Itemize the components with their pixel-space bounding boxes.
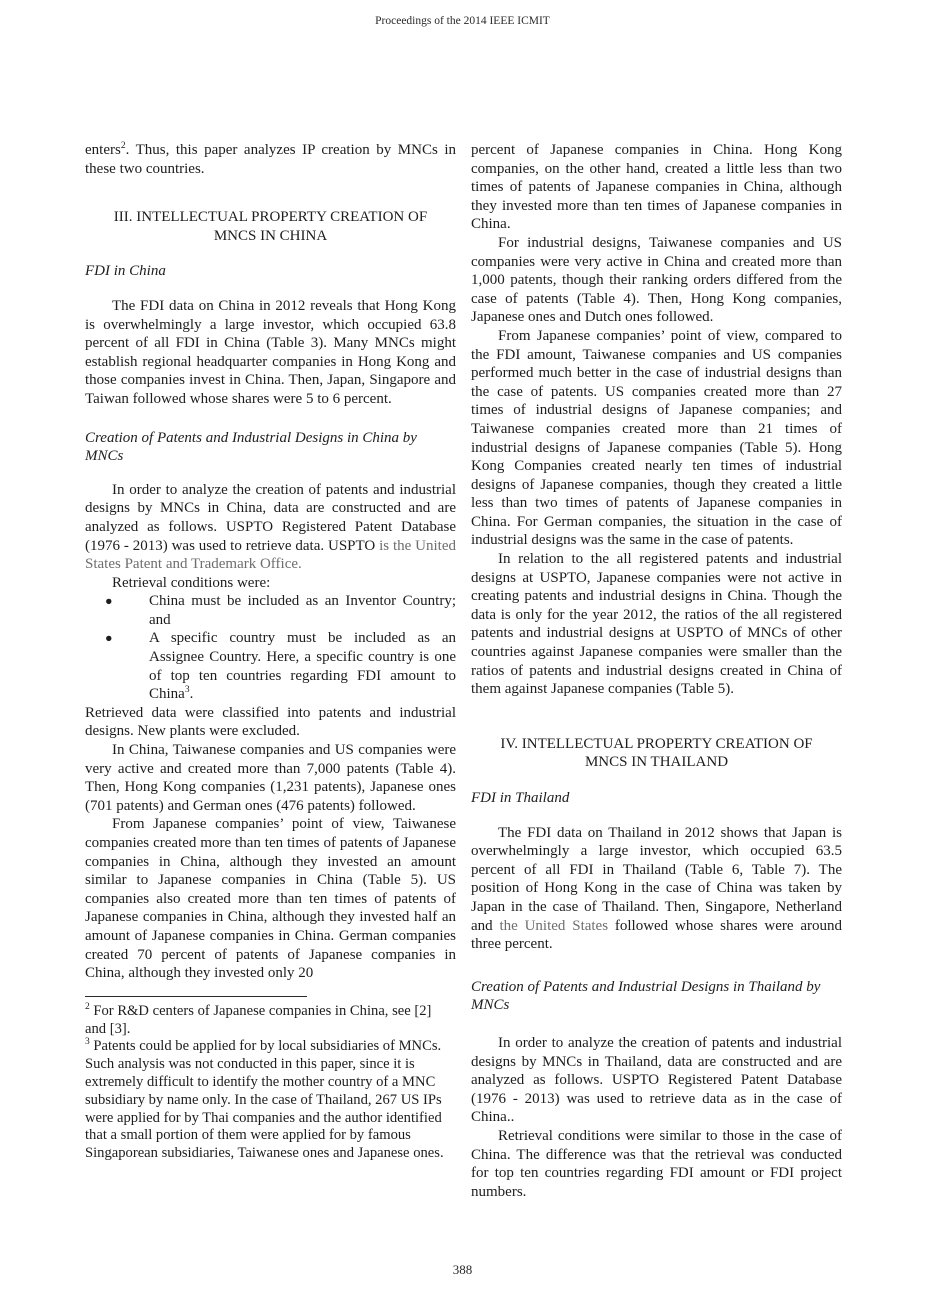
paragraph-retrieval-conditions: Retrieval conditions were:: [112, 574, 271, 591]
bullet-item-inventor-country: [85, 592, 456, 629]
paragraph-fdi-china: The FDI data on China in 2012 reveals that Hong Kong is overwhelmingly a large investor, which occupied 63.8 percent of all FDI in China (Table 3). Many MNCs might establish regional headquarter companies in Hong Kong and those companies invest in China. Then, Japan, Singapore and Taiwan followed whose shares were 5 to 6 percent.: [85, 297, 456, 407]
footnote-3-marker: 3: [85, 1037, 90, 1048]
footnote-2-text: For R&D centers of Japanese companies in China, see [2] and [3].: [85, 1002, 432, 1037]
footnote-separator-rule: [85, 996, 307, 997]
fdi-thailand-text-2: followed whose shares were around three percent.: [471, 917, 842, 953]
footnote-3-text: Patents could be applied for by local subsidiaries of MNCs. Such analysis was not conducted in this paper, since it is extremely difficult to identify the mother country of a MNC subsidiary by name only. In the case of Thailand, 267 US IPs were applied for by Thai companies and the author identified that a small portion of them were applied for by famous Singaporean subsidiaries, Taiwanese ones and Japanese ones.: [85, 1038, 444, 1162]
footnote-2-marker: 2: [85, 1001, 90, 1012]
fdi-thailand-text-1: The FDI data on Thailand in 2012 shows that Japan is overwhelmingly a large investor, which occupied 63.5 percent of all FDI in Thailand (Table 6, Table 7). The position of Hong Kong in the case of China was taken by Japan in the case of Thailand. Then, Singapore, Netherland and: [471, 824, 842, 934]
paragraph-continuation-percent: percent of Japanese companies in China. Hong Kong companies, on the other hand, created a little less than two times of patents of Japanese companies in China, although they invested more than ten times of Japanese companies in China.: [471, 142, 842, 233]
right-column: [471, 141, 842, 1201]
paragraph-from-japanese-view: From Japanese companies’ point of view, Taiwanese companies created more than ten times of patents of Japanese companies in China, although they invested an amount similar to Japanese companies in China (Table 5). US companies also created more than ten times of patents of Japanese companies in China, although they invested half an amount of Japanese companies in China. German companies created 70 percent of patents of Japanese companies in China, although they invested only 20: [85, 816, 456, 982]
footnote-ref-3: 3: [184, 685, 190, 696]
section-heading-iv-line1: IV. INTELLECTUAL PROPERTY CREATION OF: [500, 735, 813, 752]
united-states-gray-text: the United States: [499, 917, 609, 934]
intro-text-1: enters: [85, 142, 121, 158]
subsection-heading-creation-thailand: Creation of Patents and Industrial Designs in Thailand by MNCs: [471, 978, 821, 1014]
section-heading-iv: [471, 735, 842, 772]
bullet-text-inventor-country: China must be included as an Inventor Country; and: [149, 593, 456, 628]
bullet-text-assignee-country: A specific country must be included as an Assignee Country. Here, a specific country is one of top ten countries regarding FDI amount to China: [149, 630, 456, 703]
uspto-definition-gray-text: is the United States Patent and Trademark Office.: [85, 537, 457, 573]
paragraph-industrial-designs: For industrial designs, Taiwanese companies and US companies were very active in China and created more than 1,000 patents, though their ranking orders differed from the case of patents (Table 4). Then, Hong Kong companies, Japanese ones and Dutch ones followed.: [471, 234, 842, 326]
paragraph-retrieved-data: Retrieved data were classified into patents and industrial designs. New plants were excluded.: [85, 704, 456, 740]
paragraph-from-japanese-view-designs: From Japanese companies’ point of view, compared to the FDI amount, Taiwanese companies and US companies performed much better in the case of industrial designs than the case of patents. US companies created more than 27 times of industrial designs of Japanese companies; and Taiwanese companies created more than 21 times of industrial designs of Japanese companies (Table 5). Hong Kong Companies created nearly ten times of industrial designs of Japanese companies, though they created a little less than two times of patents of Japanese companies in China. For German companies, the situation in the case of industrial designs was the same in the case of patents.: [471, 327, 842, 549]
section-heading-iv-line2: MNCS IN THAILAND: [584, 754, 729, 771]
footnote-ref-2: 2: [120, 141, 126, 151]
section-heading-iii: [85, 208, 456, 245]
subsection-heading-fdi-thailand: FDI in Thailand: [471, 790, 570, 806]
subsection-heading-creation-china: Creation of Patents and Industrial Designs in China by MNCs: [85, 429, 417, 465]
paragraph-fdi-thailand: [471, 824, 842, 954]
section-heading-iii-line1: III. INTELLECTUAL PROPERTY CREATION OF: [113, 209, 428, 226]
paragraph-retrieval-thailand: Retrieval conditions were similar to those in the case of China. The difference was that the retrieval was conducted for top ten countries regarding FDI amount or FDI project numbers.: [471, 1127, 842, 1200]
footnotes-section: [85, 996, 456, 1163]
paragraph-method-china: [85, 481, 456, 574]
paragraph-in-china-activity: In China, Taiwanese companies and US companies were very active and created more than 7,000 patents (Table 4). Then, Hong Kong companies (1,231 patents), Japanese ones (701 patents) and German ones (476 patents) followed.: [85, 742, 456, 814]
running-header: Proceedings of the 2014 IEEE ICMIT: [375, 15, 550, 27]
bullet-text-assignee-period: .: [189, 686, 194, 703]
paragraph-in-relation-uspto: In relation to the all registered patents and industrial designs at USPTO, Japanese companies were not active in creating patents and industrial designs in China. Though the data is only for the year 2012, the ratios of the all registered patents and industrial designs at USPTO of MNCs of other countries against Japanese companies were smaller than the ratios of patents and industrial designs created in China of them against Japanese companies (Table 5).: [471, 551, 842, 698]
page-number: 388: [452, 1262, 473, 1277]
section-heading-iii-line2: MNCS IN CHINA: [213, 227, 328, 244]
method-text: In order to analyze the creation of patents and industrial designs by MNCs in China, data are constructed and are analyzed as follows. USPTO Registered Patent Database (1976 - 2013) was used to retrieve data. USPTO: [85, 481, 456, 554]
bullet-item-assignee-country: [85, 629, 456, 703]
footnote-2: [85, 1003, 456, 1039]
paragraph-intro-continuation: [85, 141, 456, 178]
intro-text-2: . Thus, this paper analyzes IP creation by MNCs in these two countries.: [85, 142, 456, 177]
bullet-icon: ●: [105, 594, 113, 609]
bullet-icon: ●: [105, 631, 113, 646]
left-column: [85, 141, 456, 1163]
subsection-heading-fdi-china: FDI in China: [85, 263, 166, 280]
paragraph-method-thailand: In order to analyze the creation of patents and industrial designs by MNCs in Thailand, data are constructed and are analyzed as follows. USPTO Registered Patent Database (1976 - 2013) was used to retrieve data as in the case of China..: [471, 1034, 842, 1126]
footnote-3: [85, 1038, 456, 1163]
